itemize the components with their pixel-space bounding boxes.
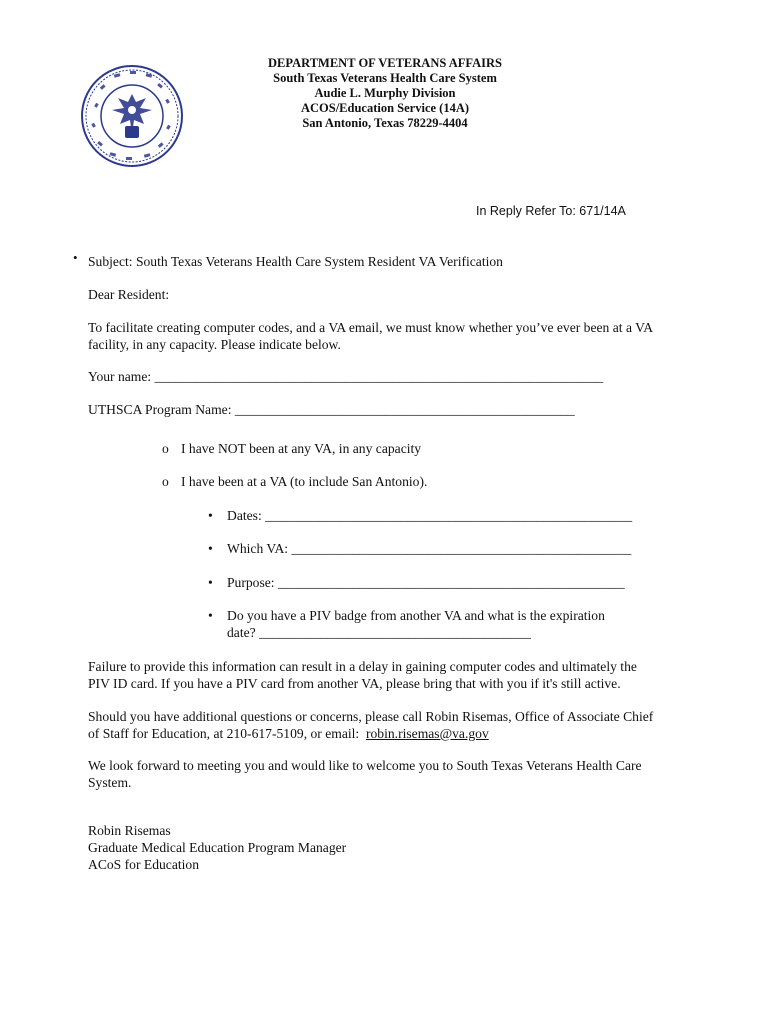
subject-line: Subject: South Texas Veterans Health Care System Resident VA Verification	[88, 254, 503, 269]
closing-line: System.	[88, 775, 132, 790]
letterhead-line: DEPARTMENT OF VETERANS AFFAIRS	[268, 56, 502, 70]
letterhead-line: San Antonio, Texas 78229-4404	[302, 116, 468, 130]
which-va-field[interactable]	[208, 540, 631, 557]
option-label: I have NOT been at any VA, in any capacity	[181, 441, 422, 456]
checkbox-circle-icon[interactable]: o	[162, 474, 169, 489]
bullet-icon: •	[208, 608, 213, 623]
bullet-icon: •	[208, 541, 213, 556]
contact-paragraph	[88, 708, 653, 742]
bullet-icon: •	[208, 508, 213, 523]
closing-paragraph	[88, 757, 642, 791]
which-va-label: Which VA: __________________________________________________	[227, 541, 632, 556]
option-not-been-at-va[interactable]	[162, 440, 421, 457]
reply-reference: In Reply Refer To: 671/14A	[476, 204, 626, 218]
dates-label: Dates: ______________________________________________________	[227, 508, 633, 523]
intro-paragraph	[88, 319, 653, 353]
letterhead-line: South Texas Veterans Health Care System	[273, 71, 497, 85]
piv-expiration-line: date? ________________________________________	[227, 625, 531, 640]
bullet-marker: •	[73, 250, 78, 265]
piv-question-label: Do you have a PIV badge from another VA and what is the expiration	[227, 608, 605, 623]
letterhead-line: Audie L. Murphy Division	[314, 86, 456, 100]
failure-line: Failure to provide this information can result in a delay in gaining computer codes and ultimately the	[88, 659, 637, 674]
intro-line: To facilitate creating computer codes, and a VA email, we must know whether you’ve ever been at a VA	[88, 320, 654, 335]
purpose-field[interactable]	[208, 574, 625, 591]
your-name-field[interactable]: Your name: __________________________________________________________________	[88, 369, 604, 384]
failure-paragraph	[88, 658, 637, 692]
letterhead-line: ACOS/Education Service (14A)	[300, 101, 470, 115]
purpose-label: Purpose: ___________________________________________________	[227, 575, 625, 590]
email-link[interactable]: robin.risemas@va.gov	[365, 726, 489, 741]
option-label: I have been at a VA (to include San Antonio).	[181, 474, 428, 489]
signature-name: Robin Risemas	[88, 823, 171, 838]
option-been-at-va[interactable]	[162, 473, 427, 490]
bullet-icon: •	[208, 575, 213, 590]
checkbox-circle-icon[interactable]: o	[162, 441, 169, 456]
signature-block	[88, 822, 346, 873]
dates-field[interactable]	[208, 507, 632, 524]
piv-badge-field[interactable]	[208, 607, 605, 641]
intro-line: facility, in any capacity. Please indicate below.	[88, 337, 341, 352]
signature-office: ACoS for Education	[88, 857, 200, 872]
closing-line: We look forward to meeting you and would like to welcome you to South Texas Veterans Health Care	[88, 758, 642, 773]
contact-line: of Staff for Education, at 210-617-5109, or email:	[88, 726, 366, 741]
va-seal-logo	[80, 64, 184, 168]
greeting: Dear Resident:	[88, 287, 170, 302]
letterhead	[235, 56, 535, 131]
failure-line: PIV ID card. If you have a PIV card from another VA, please bring that with you if it's still active.	[88, 676, 621, 691]
program-name-field[interactable]: UTHSCA Program Name: __________________________________________________	[88, 402, 575, 417]
contact-line: Should you have additional questions or concerns, please call Robin Risemas, Office of Associate Chief	[88, 709, 654, 724]
signature-title: Graduate Medical Education Program Manager	[88, 840, 347, 855]
